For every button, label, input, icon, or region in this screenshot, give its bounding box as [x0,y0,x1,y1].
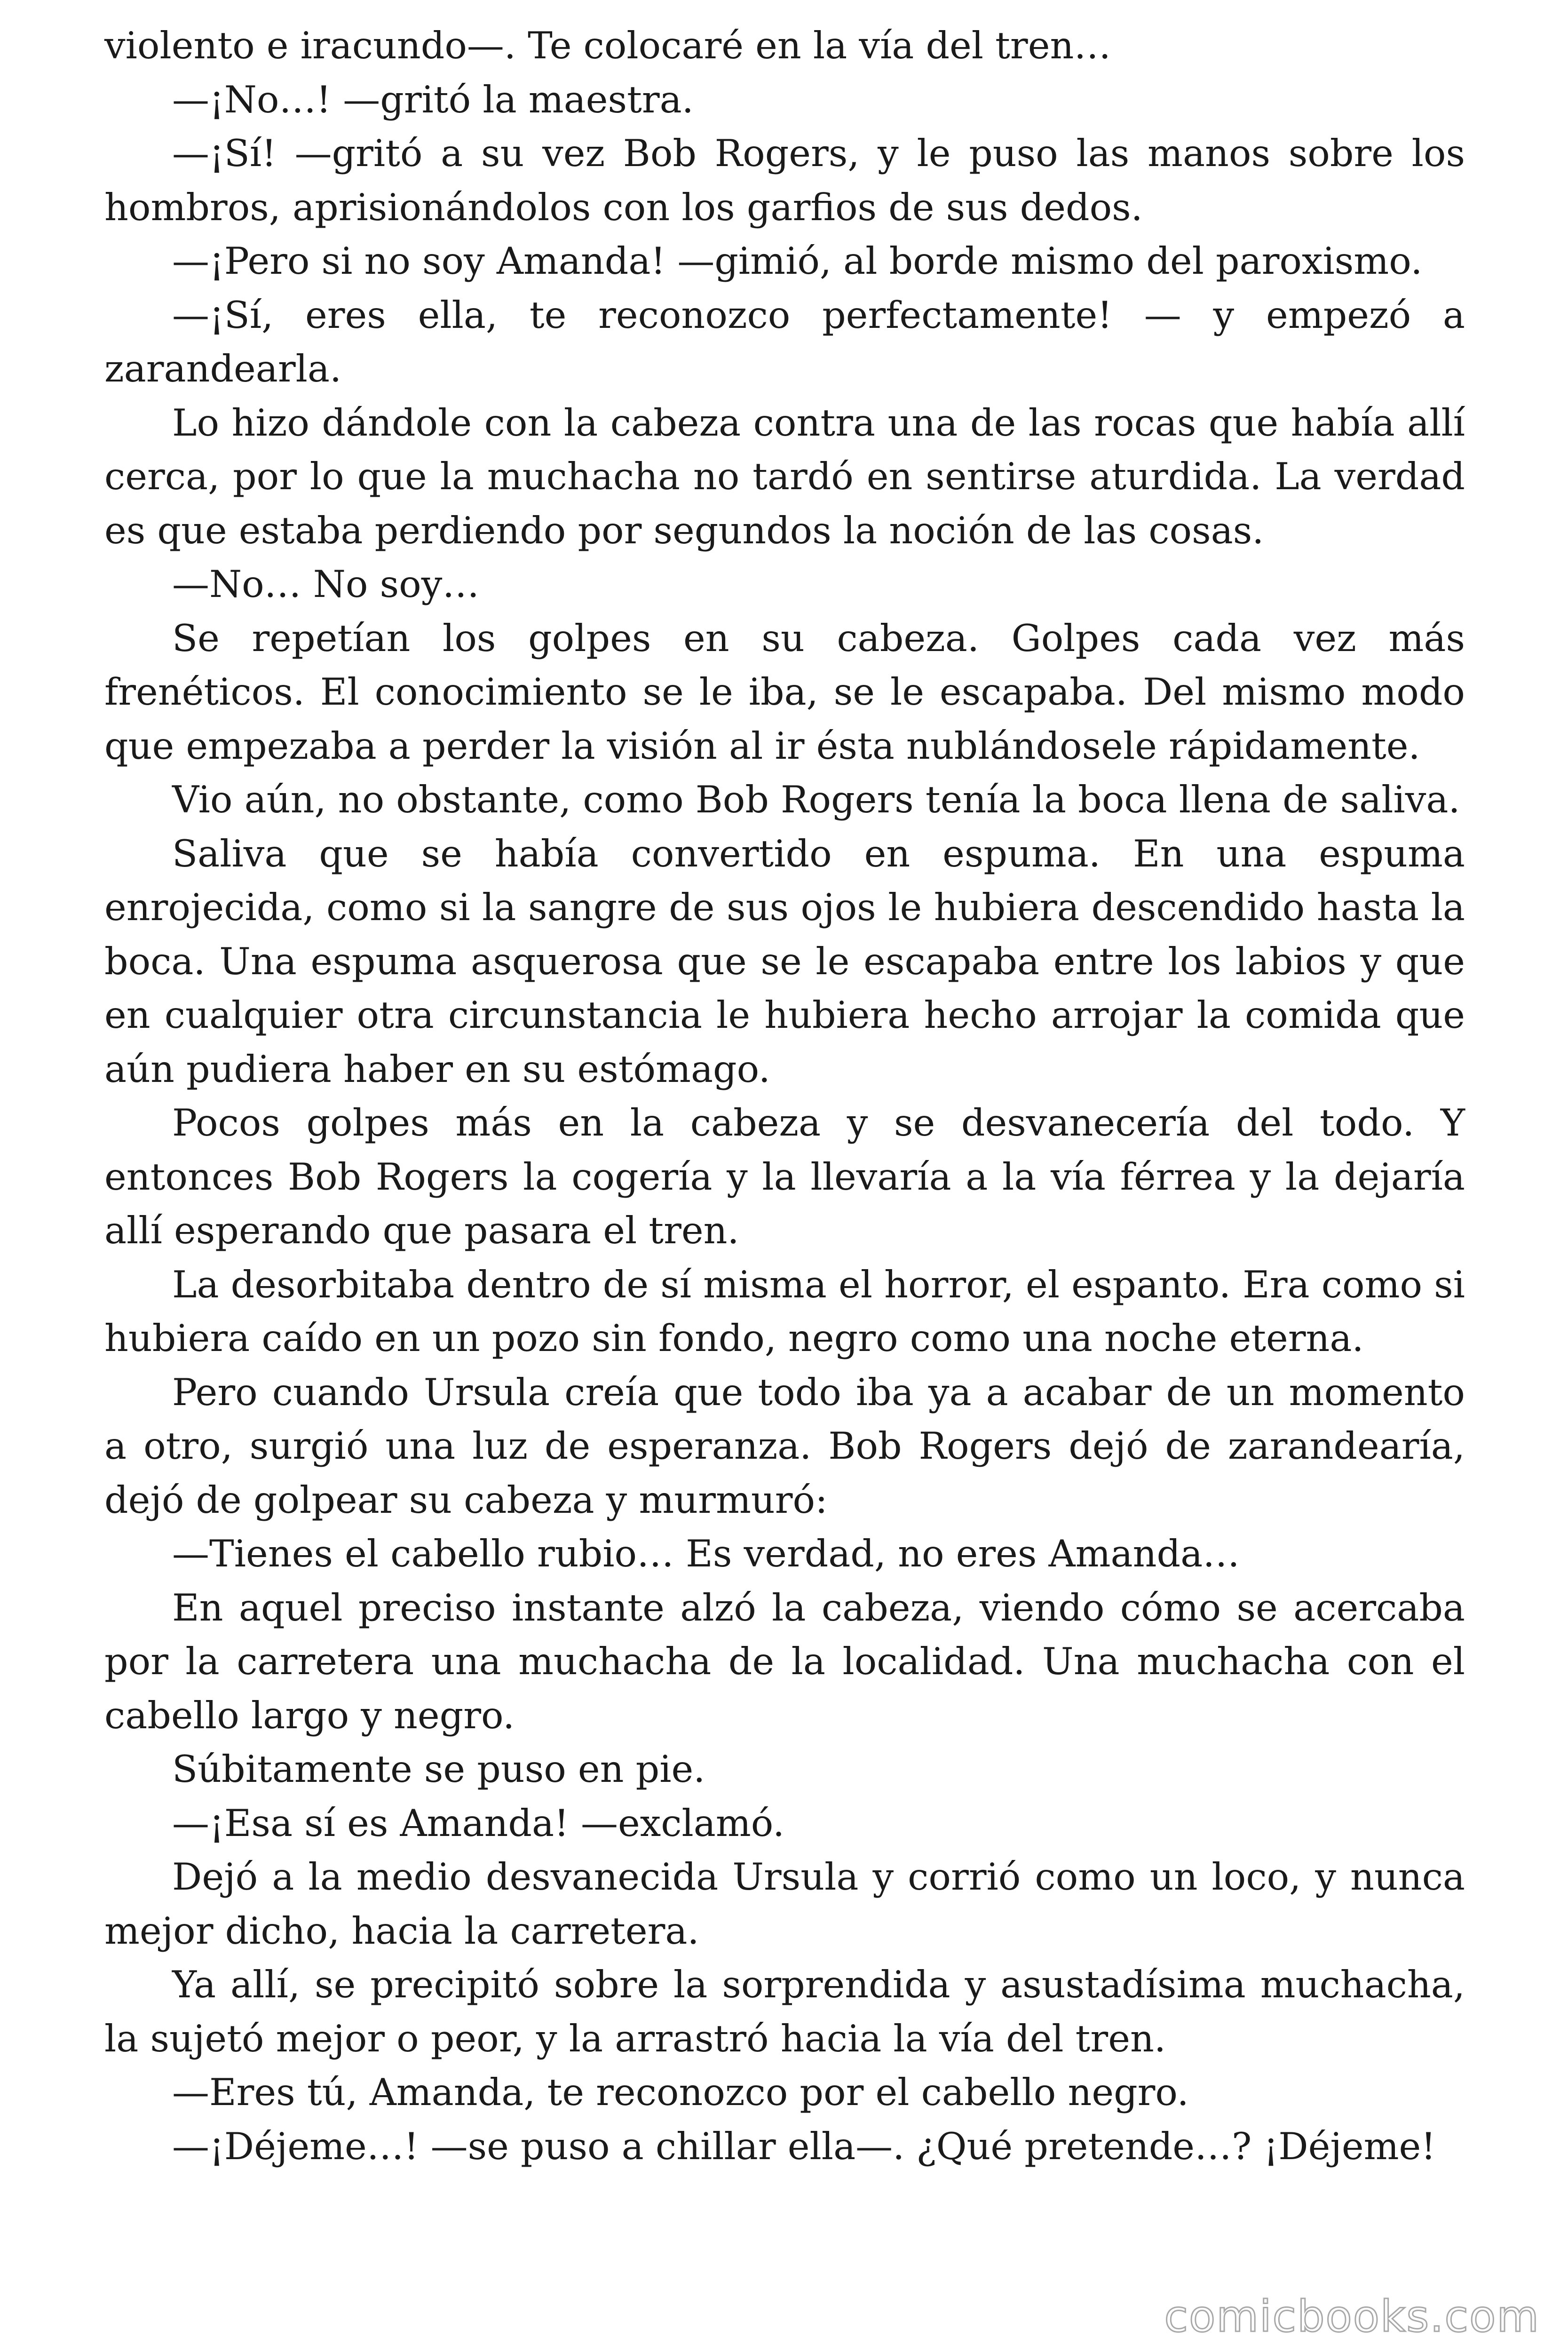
paragraph: Saliva que se había convertido en espuma. En una espuma enrojecida, como si la sangre de sus ojos le hubiera descendido hasta la boca. Una espuma asquerosa que se le escapaba entre los labios y que en cualquier otra circunstancia le hubiera hecho arrojar la comida que aún pudiera haber en su estómago. [104,832,1465,1091]
body-text [104,19,1465,2173]
paragraph: Pocos golpes más en la cabeza y se desvanecería del todo. Y entonces Bob Rogers la cogería y la llevaría a la vía férrea y la dejaría allí esperando que pasara el tren. [104,1101,1465,1252]
paragraph: Pero cuando Ursula creía que todo iba ya a acabar de un momento a otro, surgió una luz de esperanza. Bob Rogers dejó de zarandearía, dejó de golpear su cabeza y murmuró: [104,1370,1465,1522]
paragraph: —¡Sí! —gritó a su vez Bob Rogers, y le puso las manos sobre los hombros, aprisionándolos con los garfios de sus dedos. [104,132,1465,229]
paragraph: La desorbitaba dentro de sí misma el horror, el espanto. Era como si hubiera caído en un pozo sin fondo, negro como una noche eterna. [104,1263,1465,1360]
paragraph: Dejó a la medio desvanecida Ursula y corrió como un loco, y nunca mejor dicho, hacia la carretera. [104,1855,1465,1953]
paragraph: —¡Esa sí es Amanda! —exclamó. [172,1801,785,1845]
paragraph: Se repetían los golpes en su cabeza. Golpes cada vez más frenéticos. El conocimiento se le iba, se le escapaba. Del mismo modo que empezaba a perder la visión al ir ésta nublándosele rápidamente. [104,616,1465,768]
paragraph: Lo hizo dándole con la cabeza contra una de las rocas que había allí cerca, por lo que la muchacha no tardó en sentirse aturdida. La verdad es que estaba perdiendo por segundos la noción de las cosas. [104,401,1465,552]
paragraph: violento e iracundo—. Te colocaré en la vía del tren… [104,24,1111,67]
paragraph: —Tienes el cabello rubio… Es verdad, no eres Amanda… [172,1532,1240,1575]
watermark-logo: comicbooks.com [1164,2291,1540,2342]
paragraph: —¡No…! —gritó la maestra. [172,78,694,121]
paragraph: —No… No soy… [172,563,480,606]
paragraph: En aquel preciso instante alzó la cabeza, viendo cómo se acercaba por la carretera una muchacha de la localidad. Una muchacha con el cabello largo y negro. [104,1586,1465,1737]
paragraph: Ya allí, se precipitó sobre la sorprendida y asustadísima muchacha, la sujetó mejor o peor, y la arrastró hacia la vía del tren. [104,1963,1465,2060]
paragraph: —¡Déjeme…! —se puso a chillar ella—. ¿Qué pretende…? ¡Déjeme! [172,2124,1436,2168]
paragraph: —¡Pero si no soy Amanda! —gimió, al borde mismo del paroxismo. [172,239,1423,283]
paragraph: —Eres tú, Amanda, te reconozco por el cabello negro. [172,2071,1189,2114]
paragraph: Vio aún, no obstante, como Bob Rogers tenía la boca llena de saliva. [172,778,1460,821]
paragraph: —¡Sí, eres ella, te reconozco perfectamente! — y empezó a zarandearla. [104,293,1465,390]
paragraph: Súbitamente se puso en pie. [172,1748,705,1791]
